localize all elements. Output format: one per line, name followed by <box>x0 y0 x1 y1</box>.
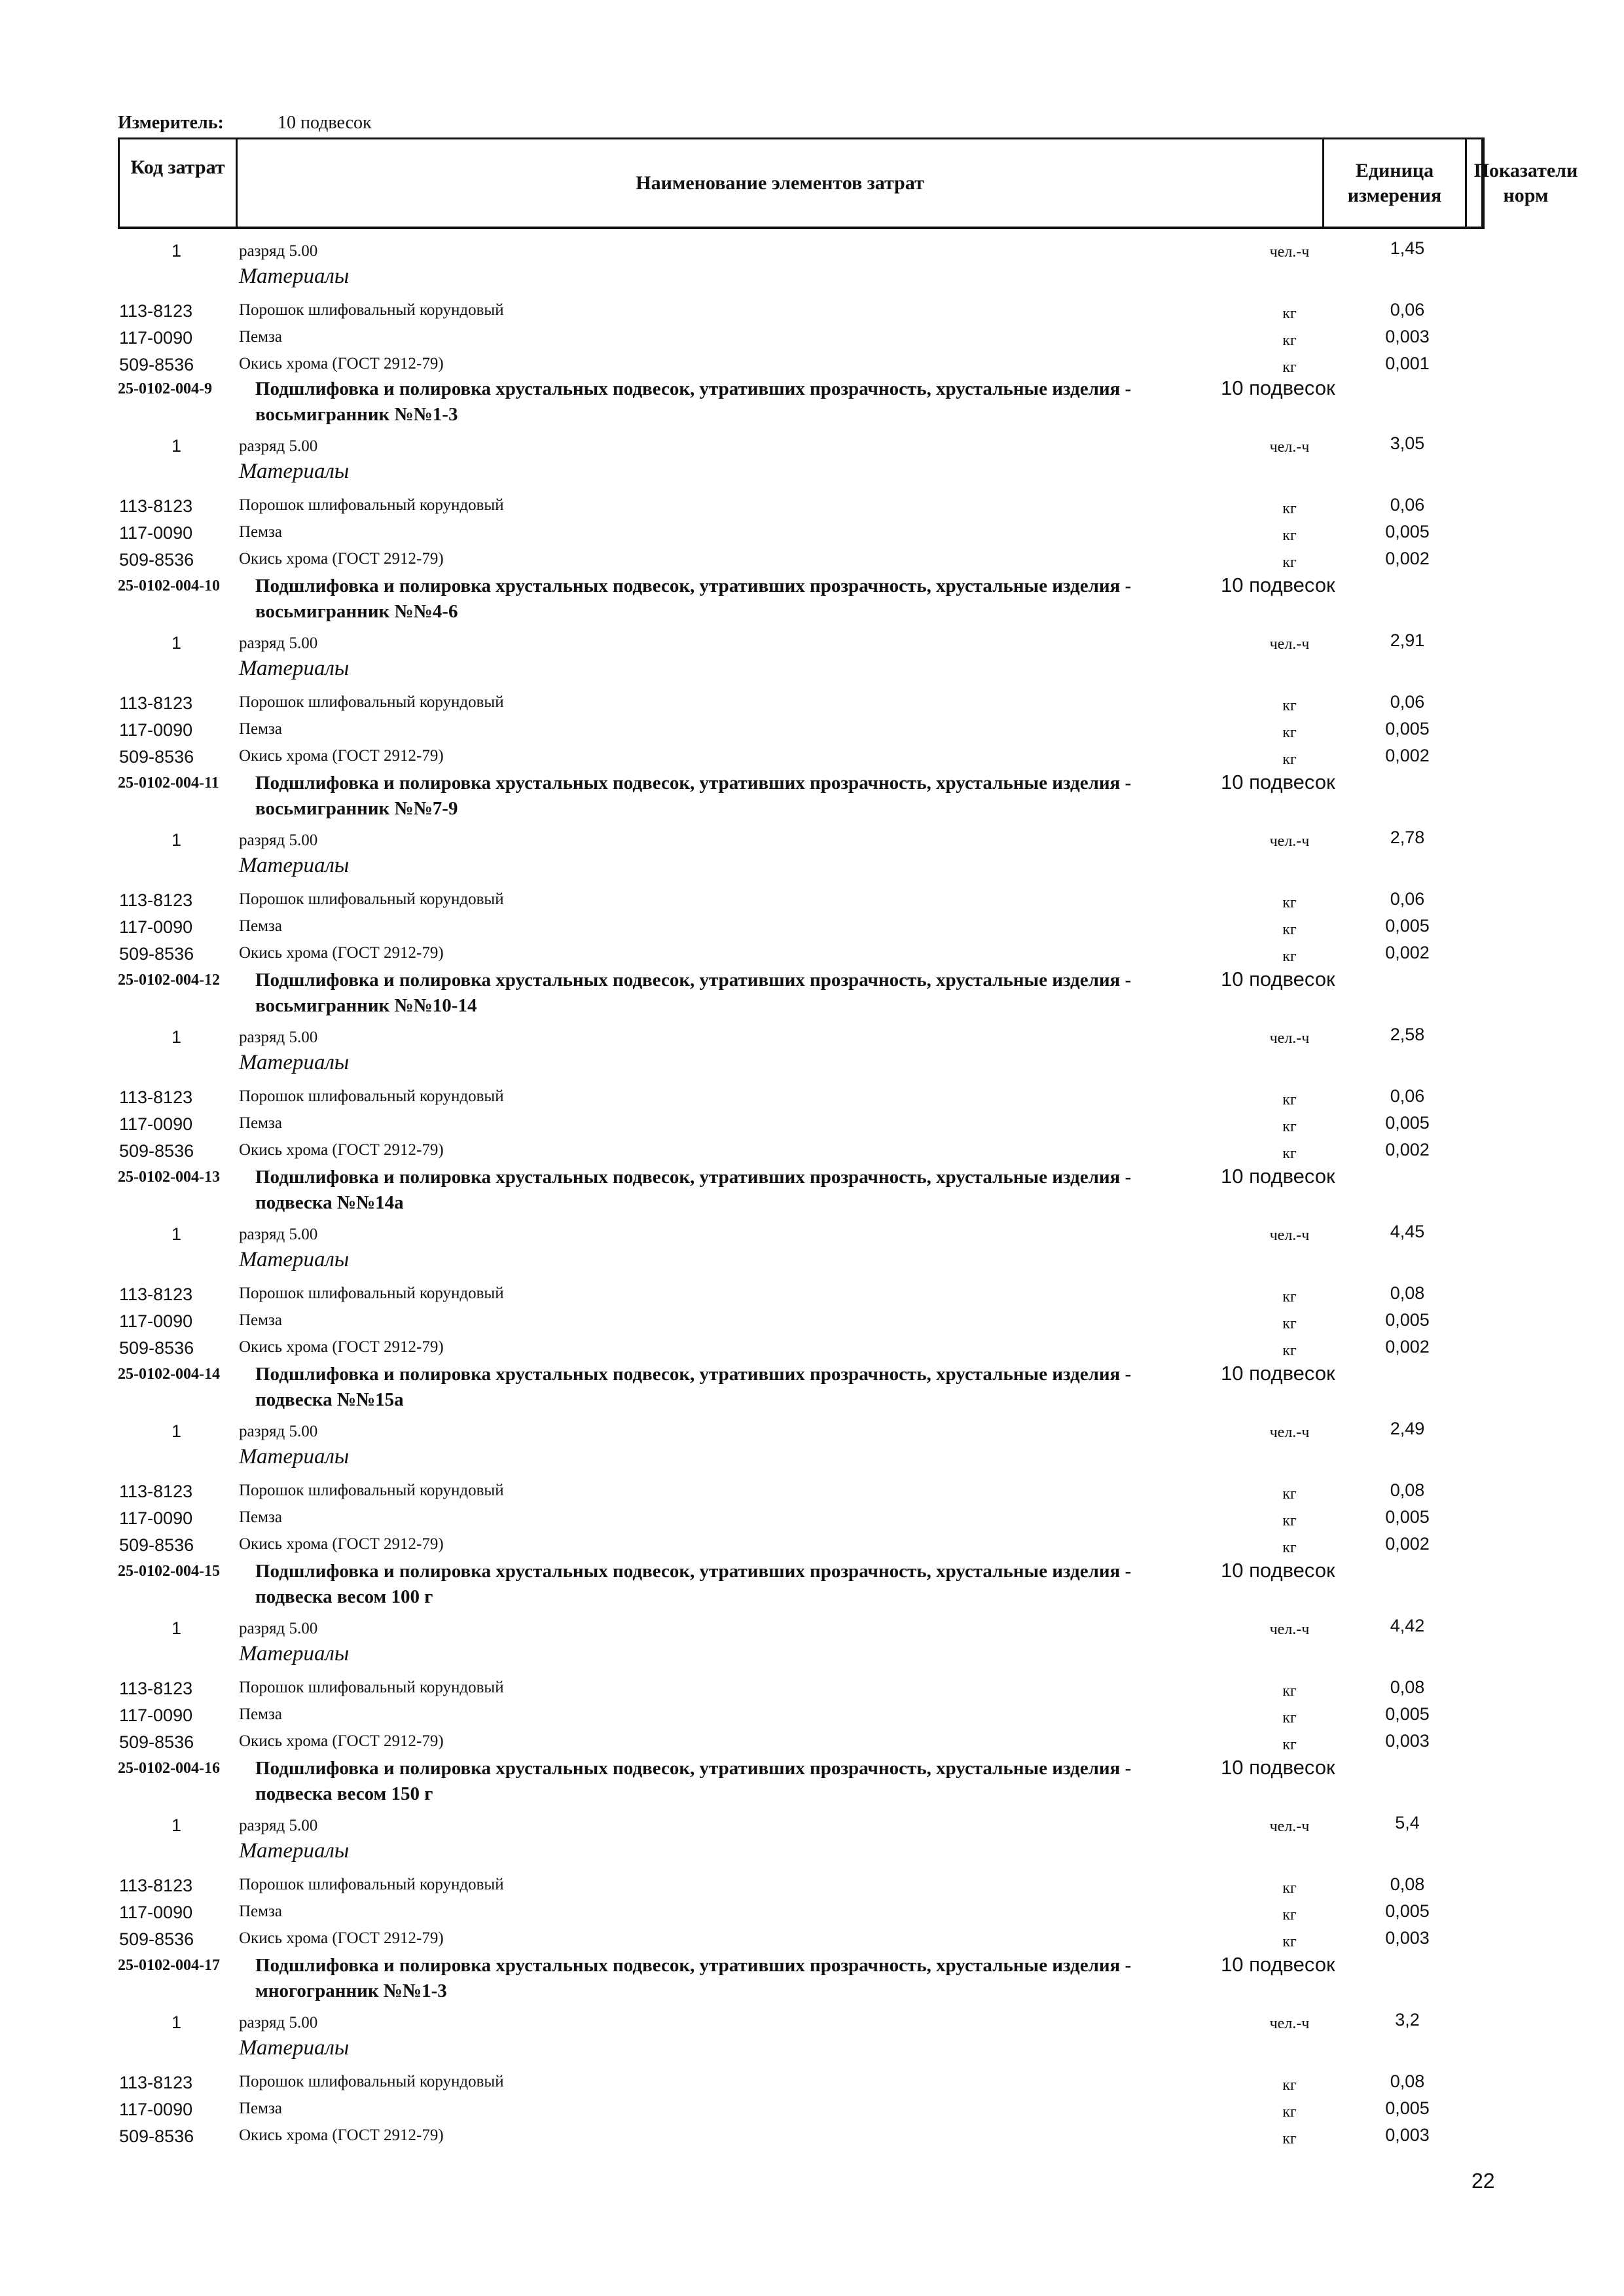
norm-position <box>0 1362 1624 1414</box>
cost-norm: 0,005 <box>1385 522 1430 541</box>
cost-unit: кг <box>1282 1906 1297 1923</box>
cost-name: Пемза <box>239 917 282 935</box>
position-code: 25-0102-004-17 <box>118 1957 220 1974</box>
cost-code: 1 <box>171 1421 182 1441</box>
cost-norm: 0,06 <box>1390 1086 1425 1106</box>
cost-name: Окись хрома (ГОСТ 2912-79) <box>239 944 444 962</box>
cost-unit: кг <box>1282 1145 1297 1162</box>
measure-value: 10 подвесок <box>278 113 372 133</box>
cost-norm: 2,78 <box>1390 828 1425 847</box>
cost-norm: 0,003 <box>1385 1731 1430 1751</box>
position-unit: 10 подвесок <box>1221 1559 1335 1582</box>
cost-unit: кг <box>1282 751 1297 768</box>
cost-unit: чел.-ч <box>1269 244 1310 261</box>
cost-code: 117-0090 <box>119 1705 193 1725</box>
cost-unit: кг <box>1282 1880 1297 1897</box>
position-code: 25-0102-004-11 <box>118 774 219 792</box>
cost-name: разряд 5.00 <box>239 1423 318 1440</box>
position-code: 25-0102-004-12 <box>118 972 220 989</box>
cost-unit: кг <box>1282 894 1297 911</box>
cost-name: Пемза <box>239 1903 282 1920</box>
page-number: 22 <box>1471 2169 1495 2193</box>
cost-name: Окись хрома (ГОСТ 2912-79) <box>239 1141 444 1159</box>
cost-code: 1 <box>171 1027 182 1047</box>
group-label: Материалы <box>239 1839 350 1863</box>
cost-code: 117-0090 <box>119 1114 193 1134</box>
header-code: Код затрат <box>120 139 238 227</box>
material-row <box>0 1897 1624 1923</box>
cost-code: 1 <box>171 1815 182 1835</box>
position-unit: 10 подвесок <box>1221 771 1335 793</box>
position-title: Подшлифовка и полировка хрустальных подвесок, утративших прозрачность, хрустальные изделия - восьмигранник №№10-14 <box>255 970 1132 1016</box>
material-row <box>0 2121 1624 2147</box>
worker-row <box>0 629 1624 655</box>
material-row <box>0 323 1624 349</box>
cost-code: 1 <box>171 633 182 653</box>
materials-group-row <box>0 264 1624 291</box>
materials-group-row <box>0 1642 1624 1668</box>
position-title: Подшлифовка и полировка хрустальных подвесок, утративших прозрачность, хрустальные изделия - восьмигранник №№7-9 <box>255 773 1132 819</box>
cost-code: 509-8536 <box>119 1732 194 1752</box>
cost-norm: 0,08 <box>1390 1283 1425 1303</box>
cost-unit: кг <box>1282 1288 1297 1305</box>
cost-name: Пемза <box>239 1508 282 1526</box>
cost-name: Порошок шлифовальный корундовый <box>239 1876 504 1893</box>
cost-code: 509-8536 <box>119 550 194 570</box>
cost-unit: кг <box>1282 527 1297 544</box>
cost-name: Порошок шлифовальный корундовый <box>239 1679 504 1696</box>
cost-unit: кг <box>1282 1485 1297 1503</box>
group-label: Материалы <box>239 1642 350 1666</box>
material-row <box>0 2068 1624 2094</box>
cost-code: 509-8536 <box>119 355 194 374</box>
position-unit: 10 подвесок <box>1221 968 1335 991</box>
cost-unit: чел.-ч <box>1269 636 1310 653</box>
group-label: Материалы <box>239 460 350 483</box>
group-label: Материалы <box>239 1248 350 1271</box>
cost-name: Порошок шлифовальный корундовый <box>239 301 504 319</box>
cost-norm: 0,06 <box>1390 300 1425 319</box>
cost-code: 509-8536 <box>119 1535 194 1555</box>
cost-unit: чел.-ч <box>1269 1424 1310 1441</box>
cost-norm: 0,005 <box>1385 1310 1430 1330</box>
cost-unit: кг <box>1282 921 1297 938</box>
worker-row <box>0 826 1624 852</box>
worker-row <box>0 1614 1624 1641</box>
cost-unit: кг <box>1282 724 1297 741</box>
cost-norm: 0,08 <box>1390 1874 1425 1894</box>
cost-norm: 3,05 <box>1390 433 1425 453</box>
cost-code: 509-8536 <box>119 944 194 964</box>
cost-name: разряд 5.00 <box>239 1817 318 1834</box>
cost-code: 113-8123 <box>119 1876 193 1895</box>
cost-code: 113-8123 <box>119 301 193 321</box>
header-norm: Показатели норм <box>1473 160 1578 206</box>
material-row <box>0 939 1624 965</box>
cost-code: 117-0090 <box>119 917 193 937</box>
position-unit: 10 подвесок <box>1221 376 1335 399</box>
cost-unit: кг <box>1282 500 1297 517</box>
cost-code: 1 <box>171 2013 182 2032</box>
cost-unit: кг <box>1282 948 1297 965</box>
cost-unit: чел.-ч <box>1269 1227 1310 1244</box>
material-row <box>0 912 1624 938</box>
norm-position <box>0 968 1624 1020</box>
cost-code: 117-0090 <box>119 1903 193 1922</box>
position-title: Подшлифовка и полировка хрустальных подвесок, утративших прозрачность, хрустальные изделия - подвеска весом 150 г <box>255 1758 1132 1804</box>
material-row <box>0 1136 1624 1162</box>
cost-norm: 0,005 <box>1385 916 1430 936</box>
cost-name: разряд 5.00 <box>239 2014 318 2032</box>
cost-norm: 0,003 <box>1385 327 1430 346</box>
position-code: 25-0102-004-14 <box>118 1366 220 1383</box>
position-code: 25-0102-004-9 <box>118 380 212 397</box>
cost-name: разряд 5.00 <box>239 1226 318 1243</box>
position-unit: 10 подвесок <box>1221 1165 1335 1188</box>
cost-code: 117-0090 <box>119 1508 193 1528</box>
material-row <box>0 1870 1624 1897</box>
cost-norm: 2,58 <box>1390 1025 1425 1044</box>
worker-row <box>0 237 1624 263</box>
material-row <box>0 1109 1624 1135</box>
material-row <box>0 518 1624 544</box>
material-row <box>0 350 1624 376</box>
material-row <box>0 1333 1624 1359</box>
cost-code: 113-8123 <box>119 693 193 713</box>
cost-name: Порошок шлифовальный корундовый <box>239 2073 504 2090</box>
cost-norm: 0,06 <box>1390 495 1425 515</box>
worker-row <box>0 1812 1624 1838</box>
norm-position <box>0 1559 1624 1611</box>
cost-name: Пемза <box>239 523 282 541</box>
cost-name: Пемза <box>239 720 282 738</box>
cost-code: 509-8536 <box>119 2126 194 2146</box>
cost-code: 113-8123 <box>119 890 193 910</box>
cost-norm: 0,005 <box>1385 1901 1430 1921</box>
cost-name: разряд 5.00 <box>239 831 318 849</box>
cost-code: 509-8536 <box>119 1338 194 1358</box>
norm-position <box>0 1165 1624 1217</box>
material-row <box>0 1082 1624 1108</box>
worker-row <box>0 1220 1624 1247</box>
norm-position <box>0 1756 1624 1808</box>
materials-group-row <box>0 1839 1624 1865</box>
material-row <box>0 1476 1624 1503</box>
cost-norm: 0,005 <box>1385 1507 1430 1527</box>
cost-norm: 0,08 <box>1390 1677 1425 1697</box>
cost-name: Пемза <box>239 1311 282 1329</box>
group-label: Материалы <box>239 854 350 877</box>
cost-unit: кг <box>1282 332 1297 349</box>
cost-code: 113-8123 <box>119 496 193 516</box>
material-row <box>0 1673 1624 1700</box>
cost-unit: кг <box>1282 1512 1297 1529</box>
cost-code: 113-8123 <box>119 1285 193 1304</box>
cost-name: Пемза <box>239 328 282 346</box>
materials-group-row <box>0 1248 1624 1274</box>
position-title: Подшлифовка и полировка хрустальных подвесок, утративших прозрачность, хрустальные изделия - восьмигранник №№1-3 <box>255 378 1132 425</box>
cost-name: Порошок шлифовальный корундовый <box>239 496 504 514</box>
norm-position <box>0 1953 1624 2005</box>
cost-norm: 0,003 <box>1385 2125 1430 2145</box>
cost-norm: 0,005 <box>1385 1113 1430 1133</box>
position-unit: 10 подвесок <box>1221 1362 1335 1385</box>
cost-norm: 2,49 <box>1390 1419 1425 1438</box>
worker-row <box>0 1417 1624 1444</box>
cost-norm: 4,42 <box>1390 1616 1425 1635</box>
norm-position <box>0 771 1624 823</box>
cost-name: Пемза <box>239 1114 282 1132</box>
worker-row <box>0 432 1624 458</box>
position-code: 25-0102-004-13 <box>118 1169 220 1186</box>
material-row <box>0 491 1624 517</box>
materials-group-row <box>0 657 1624 683</box>
material-row <box>0 1279 1624 1305</box>
cost-name: Окись хрома (ГОСТ 2912-79) <box>239 1732 444 1750</box>
cost-norm: 0,002 <box>1385 1140 1430 1159</box>
cost-norm: 1,45 <box>1390 238 1425 258</box>
cost-unit: кг <box>1282 305 1297 322</box>
cost-unit: чел.-ч <box>1269 2015 1310 2032</box>
cost-name: Порошок шлифовальный корундовый <box>239 693 504 711</box>
cost-norm: 0,002 <box>1385 943 1430 962</box>
material-row <box>0 296 1624 322</box>
position-title: Подшлифовка и полировка хрустальных подвесок, утративших прозрачность, хрустальные изделия - подвеска №№14а <box>255 1167 1132 1213</box>
cost-unit: кг <box>1282 1683 1297 1700</box>
cost-code: 113-8123 <box>119 1087 193 1107</box>
group-label: Материалы <box>239 1445 350 1468</box>
header-name: Наименование элементов затрат <box>238 139 1324 227</box>
material-row <box>0 715 1624 741</box>
position-title: Подшлифовка и полировка хрустальных подвесок, утративших прозрачность, хрустальные изделия - многогранник №№1-3 <box>255 1955 1132 2001</box>
materials-group-row <box>0 460 1624 486</box>
cost-norm: 0,06 <box>1390 889 1425 909</box>
cost-name: Порошок шлифовальный корундовый <box>239 1482 504 1499</box>
cost-name: Окись хрома (ГОСТ 2912-79) <box>239 355 444 373</box>
group-label: Материалы <box>239 264 350 288</box>
position-code: 25-0102-004-15 <box>118 1563 220 1580</box>
material-row <box>0 1727 1624 1753</box>
cost-norm: 0,002 <box>1385 746 1430 765</box>
material-row <box>0 1530 1624 1556</box>
cost-code: 509-8536 <box>119 747 194 767</box>
cost-code: 117-0090 <box>119 720 193 740</box>
position-unit: 10 подвесок <box>1221 1756 1335 1779</box>
cost-norm: 0,005 <box>1385 2098 1430 2118</box>
cost-code: 1 <box>171 830 182 850</box>
group-label: Материалы <box>239 657 350 680</box>
cost-unit: кг <box>1282 1736 1297 1753</box>
material-row <box>0 1924 1624 1950</box>
cost-name: Порошок шлифовальный корундовый <box>239 890 504 908</box>
materials-group-row <box>0 1445 1624 1471</box>
cost-unit: чел.-ч <box>1269 833 1310 850</box>
worker-row <box>0 2009 1624 2035</box>
cost-name: Порошок шлифовальный корундовый <box>239 1285 504 1302</box>
cost-norm: 0,08 <box>1390 2071 1425 2091</box>
cost-norm: 0,002 <box>1385 1337 1430 1357</box>
cost-unit: чел.-ч <box>1269 1621 1310 1638</box>
group-label: Материалы <box>239 1051 350 1074</box>
cost-unit: чел.-ч <box>1269 1818 1310 1835</box>
cost-code: 509-8536 <box>119 1141 194 1161</box>
cost-norm: 0,005 <box>1385 1704 1430 1724</box>
cost-name: разряд 5.00 <box>239 1620 318 1637</box>
cost-norm: 0,005 <box>1385 719 1430 738</box>
cost-name: разряд 5.00 <box>239 634 318 652</box>
cost-name: Окись хрома (ГОСТ 2912-79) <box>239 1929 444 1947</box>
cost-unit: кг <box>1282 2077 1297 2094</box>
cost-norm: 5,4 <box>1395 1813 1420 1832</box>
materials-group-row <box>0 854 1624 880</box>
cost-norm: 0,08 <box>1390 1480 1425 1500</box>
group-label: Материалы <box>239 2036 350 2060</box>
cost-unit: кг <box>1282 2104 1297 2121</box>
cost-norm: 0,001 <box>1385 354 1430 373</box>
worker-row <box>0 1023 1624 1049</box>
cost-name: Пемза <box>239 2100 282 2117</box>
position-title: Подшлифовка и полировка хрустальных подвесок, утративших прозрачность, хрустальные изделия - восьмигранник №№4-6 <box>255 575 1132 622</box>
cost-unit: кг <box>1282 1933 1297 1950</box>
table-header <box>118 137 1578 229</box>
cost-name: Окись хрома (ГОСТ 2912-79) <box>239 1535 444 1553</box>
cost-norm: 0,06 <box>1390 692 1425 712</box>
cost-unit: кг <box>1282 697 1297 714</box>
cost-unit: кг <box>1282 359 1297 376</box>
cost-unit: кг <box>1282 1342 1297 1359</box>
cost-norm: 0,002 <box>1385 549 1430 568</box>
material-row <box>0 545 1624 571</box>
material-row <box>0 1306 1624 1332</box>
position-code: 25-0102-004-16 <box>118 1760 220 1777</box>
cost-code: 1 <box>171 1618 182 1638</box>
cost-code: 117-0090 <box>119 1311 193 1331</box>
material-row <box>0 742 1624 768</box>
cost-norm: 0,003 <box>1385 1928 1430 1948</box>
cost-code: 117-0090 <box>119 523 193 543</box>
materials-group-row <box>0 1051 1624 1077</box>
position-code: 25-0102-004-10 <box>118 577 220 594</box>
cost-code: 117-0090 <box>119 328 193 348</box>
cost-name: Порошок шлифовальный корундовый <box>239 1087 504 1105</box>
cost-unit: чел.-ч <box>1269 1030 1310 1047</box>
cost-unit: кг <box>1282 554 1297 571</box>
material-row <box>0 885 1624 911</box>
cost-unit: кг <box>1282 2130 1297 2147</box>
cost-code: 113-8123 <box>119 1679 193 1698</box>
cost-code: 1 <box>171 241 182 261</box>
cost-code: 113-8123 <box>119 2073 193 2092</box>
cost-name: Окись хрома (ГОСТ 2912-79) <box>239 2126 444 2144</box>
material-row <box>0 2094 1624 2121</box>
cost-norm: 3,2 <box>1395 2010 1420 2030</box>
norm-position <box>0 376 1624 429</box>
materials-group-row <box>0 2036 1624 2062</box>
material-row <box>0 1503 1624 1529</box>
position-unit: 10 подвесок <box>1221 1953 1335 1976</box>
cost-code: 1 <box>171 436 182 456</box>
cost-unit: кг <box>1282 1539 1297 1556</box>
cost-name: Окись хрома (ГОСТ 2912-79) <box>239 1338 444 1356</box>
cost-name: разряд 5.00 <box>239 242 318 260</box>
cost-unit: чел.-ч <box>1269 439 1310 456</box>
cost-norm: 4,45 <box>1390 1222 1425 1241</box>
cost-code: 1 <box>171 1224 182 1244</box>
cost-unit: кг <box>1282 1118 1297 1135</box>
cost-name: Окись хрома (ГОСТ 2912-79) <box>239 747 444 765</box>
cost-code: 509-8536 <box>119 1929 194 1949</box>
material-row <box>0 688 1624 714</box>
cost-unit: кг <box>1282 1091 1297 1108</box>
cost-norm: 0,002 <box>1385 1534 1430 1554</box>
cost-name: Пемза <box>239 1705 282 1723</box>
cost-name: Окись хрома (ГОСТ 2912-79) <box>239 550 444 568</box>
measure-label: Измеритель: <box>118 113 224 133</box>
cost-name: разряд 5.00 <box>239 437 318 455</box>
cost-unit: кг <box>1282 1709 1297 1726</box>
cost-code: 117-0090 <box>119 2100 193 2119</box>
position-title: Подшлифовка и полировка хрустальных подвесок, утративших прозрачность, хрустальные изделия - подвеска №№15а <box>255 1364 1132 1410</box>
cost-norm: 2,91 <box>1390 630 1425 650</box>
material-row <box>0 1700 1624 1726</box>
position-unit: 10 подвесок <box>1221 574 1335 596</box>
cost-code: 113-8123 <box>119 1482 193 1501</box>
norm-position <box>0 574 1624 626</box>
header-unit: Единица измерения <box>1324 139 1467 227</box>
position-title: Подшлифовка и полировка хрустальных подвесок, утративших прозрачность, хрустальные изделия - подвеска весом 100 г <box>255 1561 1132 1607</box>
cost-name: разряд 5.00 <box>239 1029 318 1046</box>
cost-unit: кг <box>1282 1315 1297 1332</box>
